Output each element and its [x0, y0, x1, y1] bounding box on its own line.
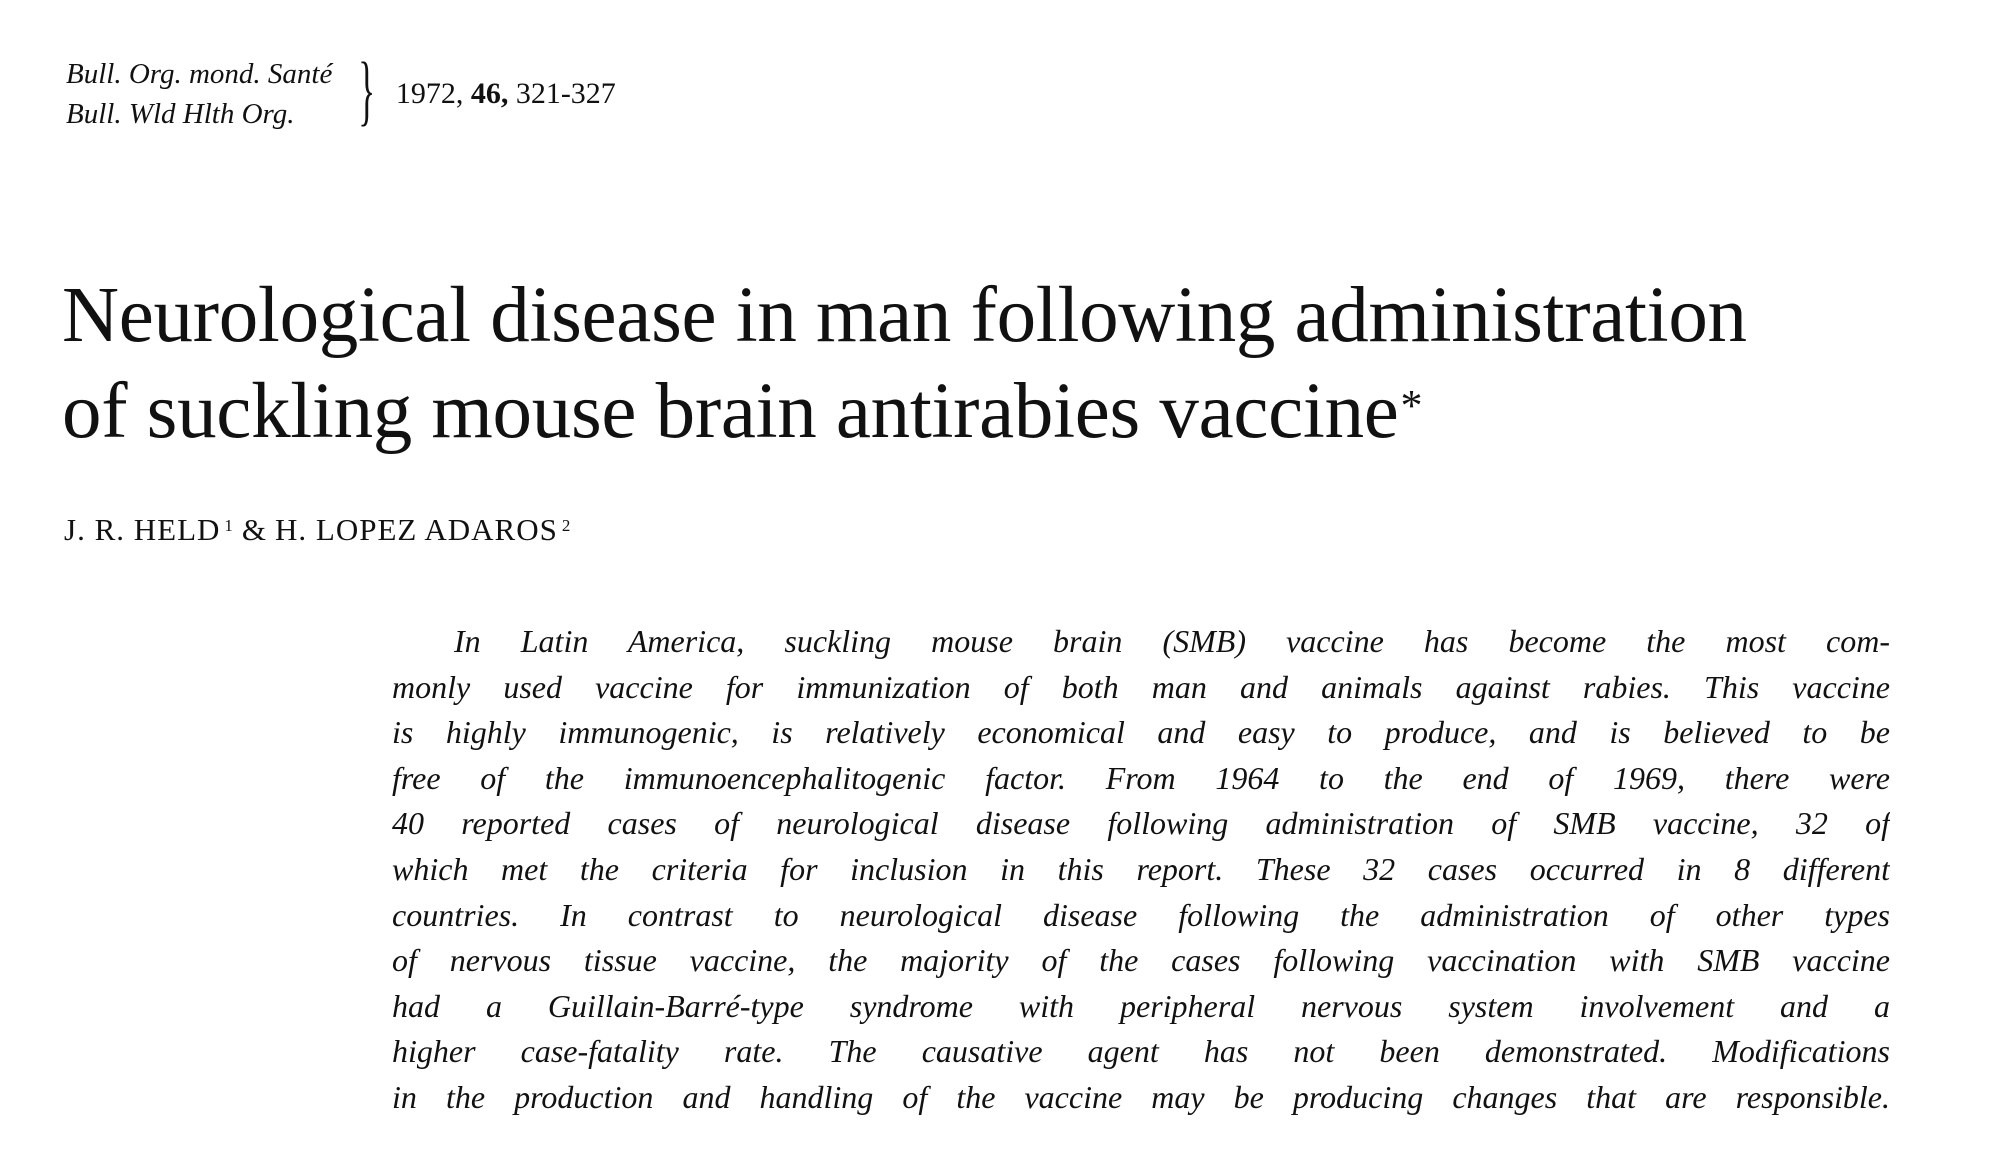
abstract-line: higher case-fatality rate. The causative agent has not been demonstrated. Modifications	[392, 1033, 1890, 1070]
abstract-line: 40 reported cases of neurological disease following administration of SMB vaccine, 32 of	[392, 805, 1890, 842]
author-name: J. R. HELD	[64, 512, 221, 547]
citation-brace: }	[358, 46, 376, 133]
title-line-2	[62, 364, 1962, 460]
abstract-line: monly used vaccine for immunization of both man and animals against rabies. This vaccine	[392, 668, 1890, 705]
abstract-line: free of the immunoencephalitogenic factor. From 1964 to the end of 1969, there were	[392, 759, 1890, 796]
abstract-line: in the production and handling of the vaccine may be producing changes that are responsible.	[392, 1078, 1890, 1115]
citation-pages: 321-327	[515, 77, 616, 110]
title-line-2-text: of suckling mouse brain antirabies vaccine	[62, 368, 1399, 455]
author-separator: &	[241, 512, 268, 547]
abstract-line: which met the criteria for inclusion in this report. These 32 cases occurred in 8 different	[392, 850, 1890, 887]
abstract-line: had a Guillain-Barré-type syndrome with peripheral nervous system involvement and a	[392, 987, 1890, 1024]
title-line-1: Neurological disease in man following administration	[62, 272, 1747, 359]
journal-name-english: Bull. Wld Hlth Org.	[66, 98, 295, 130]
journal-name-french: Bull. Org. mond. Santé	[66, 58, 333, 90]
abstract-line: of nervous tissue vaccine, the majority of the cases following vaccination with SMB vaccine	[392, 942, 1890, 979]
author-name: H. LOPEZ ADAROS	[275, 512, 558, 547]
abstract	[392, 619, 1890, 1121]
citation-reference	[396, 74, 616, 114]
article-title	[62, 268, 1962, 460]
title-footnote-mark: *	[1400, 381, 1423, 430]
abstract-line: countries. In contrast to neurological disease following the administration of other types	[392, 896, 1890, 933]
journal-citation	[66, 46, 616, 134]
citation-volume: 46,	[470, 77, 509, 110]
author-list	[64, 510, 579, 550]
journal-names	[66, 54, 332, 134]
citation-year: 1972,	[395, 77, 464, 110]
abstract-line: In Latin America, suckling mouse brain (SMB) vaccine has become the most com-	[454, 623, 1890, 659]
author-affiliation-mark: 2	[561, 516, 572, 535]
abstract-line: is highly immunogenic, is relatively economical and easy to produce, and is believed to be	[392, 714, 1890, 751]
author-affiliation-mark: 1	[224, 516, 234, 535]
